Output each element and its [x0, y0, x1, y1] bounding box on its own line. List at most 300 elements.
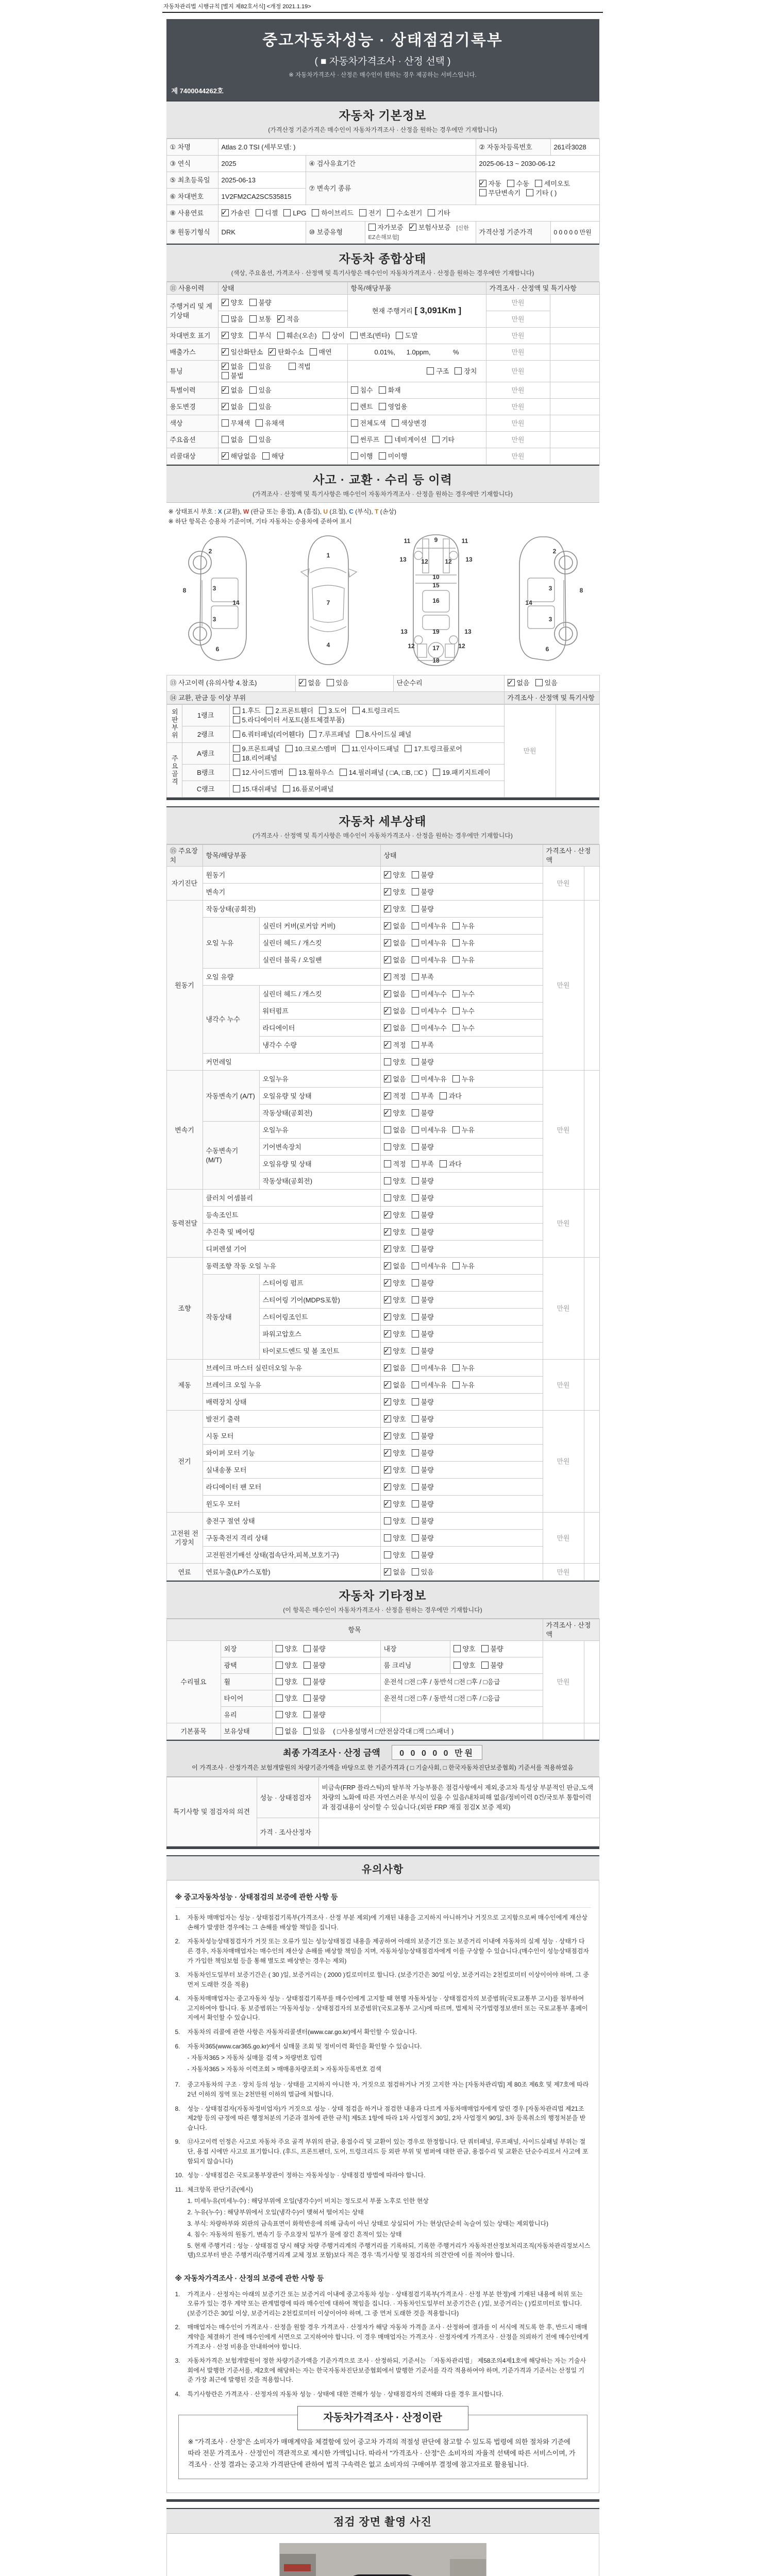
- vin-label: ⑥ 차대번호: [166, 189, 218, 205]
- base-price-label: 가격산정 기준가격: [476, 222, 550, 244]
- checkbox-option: ✓ 보험사보증: [409, 223, 451, 232]
- table-header-row: [166, 282, 599, 295]
- checkbox-icon: [304, 1711, 311, 1718]
- accident-label: ⑬ 사고이력 (유의사항 4.참조): [166, 675, 295, 691]
- rank-items: [229, 705, 504, 726]
- notice-number: 1.: [175, 2290, 180, 2298]
- checkbox-icon: [249, 332, 257, 339]
- spacer: [166, 800, 599, 806]
- checkbox-option: 양호: [384, 1143, 406, 1152]
- state-cell: [380, 1479, 543, 1496]
- price-cell: 만원: [543, 1360, 584, 1411]
- notice-number: 2.: [175, 1938, 180, 1945]
- checkbox-option: ✓ 양호: [384, 1466, 406, 1475]
- price-cell: 만원: [543, 1513, 584, 1564]
- checkbox-icon: [256, 419, 263, 427]
- checkbox-option: 있음: [249, 435, 272, 445]
- checkbox-checked-icon: [384, 1024, 391, 1031]
- state-code-desc: (부식),: [353, 508, 375, 516]
- checkbox-option: 유채색: [256, 419, 284, 428]
- state-cell: [380, 901, 543, 918]
- divider: [162, 12, 603, 13]
- panel-item: 9.프론트패널: [233, 744, 280, 754]
- table-row: [166, 1513, 599, 1530]
- inspection-label: ④ 검사유효기간: [306, 156, 476, 172]
- checkbox-option: 색상변경: [392, 419, 427, 428]
- table-row: [166, 222, 599, 244]
- checkbox-option: ✓없음: [222, 362, 244, 371]
- diagram-part-number: 11: [461, 537, 468, 545]
- checkbox-icon: [323, 332, 330, 339]
- note-cell: [556, 705, 599, 798]
- checkbox-icon: [412, 888, 419, 895]
- state-cell: [380, 1326, 543, 1343]
- state-code: W: [243, 508, 249, 516]
- notice-item: [175, 2080, 591, 2099]
- notice-number: 4.: [175, 2390, 180, 2398]
- row-label: 보유상태: [221, 1723, 272, 1740]
- checkbox-icon: [412, 1432, 419, 1439]
- checkbox-option: 미세누유: [412, 939, 447, 948]
- sub-group-label: 오일 누유: [203, 918, 259, 969]
- checkbox-icon: [412, 1041, 419, 1048]
- state-code-legend: [166, 503, 599, 527]
- sub-group-label: 자동변속기 (A/T): [203, 1071, 259, 1122]
- table-row: [166, 1723, 599, 1740]
- item-cell: 오일누유: [259, 1122, 380, 1139]
- table-row: [166, 1707, 599, 1723]
- note-cell: [550, 415, 599, 432]
- checkbox-option: 있음: [304, 1727, 326, 1736]
- panel-rank-table: [166, 704, 600, 798]
- checkbox-icon: [233, 754, 240, 761]
- state-cell: [380, 1360, 543, 1377]
- table-row: [166, 1122, 599, 1139]
- device-label: 자기진단: [166, 867, 203, 901]
- note-cell: [584, 1723, 599, 1740]
- diagram-part-number: 11: [404, 537, 410, 545]
- checkbox-option: 훼손(오손): [277, 331, 317, 341]
- checkbox-option: 변조(변타): [350, 331, 390, 341]
- table-row: [166, 172, 599, 189]
- checkbox-checked-icon: [384, 1007, 391, 1014]
- state-cell: [380, 1411, 543, 1428]
- note-cell: [550, 382, 599, 399]
- table-row: [166, 1445, 599, 1462]
- reg-no-label: ② 자동차등록번호: [476, 139, 550, 156]
- checkbox-option: 양호: [276, 1661, 298, 1670]
- diagram-part-number: 7: [326, 599, 330, 606]
- checkbox-checked-icon: [384, 1432, 391, 1439]
- table-row: [166, 901, 599, 918]
- state-cell: [380, 1105, 543, 1122]
- checkbox-icon: [352, 707, 360, 714]
- inspection-photos: [166, 2534, 599, 2576]
- checkbox-icon: [222, 372, 229, 379]
- checkbox-option: 네비게이션: [385, 435, 427, 445]
- notices-body: [166, 1880, 599, 2493]
- checkbox-option: 있음: [249, 386, 272, 395]
- state-cell: [380, 884, 543, 901]
- item-cell: 구동축전지 격리 상태: [203, 1530, 380, 1547]
- checkbox-option: 썬루프: [351, 435, 380, 445]
- checkbox-option: 불량: [412, 1347, 434, 1356]
- row-label: 타이어: [221, 1690, 272, 1707]
- state-cell: [380, 1377, 543, 1394]
- state-code: A: [297, 508, 303, 516]
- item-cell: 라디에이터: [259, 1020, 380, 1037]
- state-cell: [380, 1275, 543, 1292]
- note-cell: [584, 1360, 599, 1411]
- item-cell: [347, 361, 486, 382]
- diagram-part-number: 3: [548, 584, 552, 592]
- checkbox-option: ✓ 없음: [384, 939, 406, 948]
- checkbox-option: 누유: [452, 939, 475, 948]
- checkbox-icon: [452, 1007, 460, 1014]
- checkbox-checked-icon: [384, 1075, 391, 1082]
- item-cell: 실내송풍 모터: [203, 1462, 380, 1479]
- fuel-label: ⑧ 사용연료: [166, 205, 218, 222]
- checkbox-option: 불량: [412, 1432, 434, 1441]
- checkbox-icon: [452, 1024, 460, 1031]
- checkbox-option: 미세누유: [412, 1364, 447, 1373]
- item-cell: [347, 415, 486, 432]
- device-label: 제동: [166, 1360, 203, 1411]
- checkbox-option: ✓ 적정: [384, 1041, 406, 1050]
- accident-history-table: [166, 675, 600, 705]
- notice-item: [175, 1994, 591, 2023]
- note-cell: [550, 328, 599, 344]
- checkbox-icon: [412, 1279, 419, 1286]
- checkbox-option: ✓ 탄화수소: [268, 348, 304, 357]
- checkbox-icon: [535, 180, 542, 187]
- checkbox-icon: [452, 922, 460, 929]
- notice-text: 자동차365(www.car365.go.kr)에서 실매물 조회 및 정비이력 확인을 확인할 수 있습니다. - 자동차365 > 자동차 실매물 검색 > 차량번호 입력 - 자동차365 > 자동차 이력조회 > 매매용차량조회 > 자동차등록번호 검색: [188, 2042, 591, 2076]
- col-state: 상태: [380, 845, 543, 867]
- checkbox-option: 불량: [304, 1645, 326, 1654]
- checkbox-icon: [452, 1075, 460, 1082]
- checkbox-icon: [412, 1347, 419, 1354]
- state-cell: [380, 1071, 543, 1088]
- state-cell: [380, 1020, 543, 1037]
- notice-text: 자동차 매매업자는 성능 · 상태점검기록부(가격조사 · 산정 부분 제외)에 기재된 내용을 고지하지 아니하거나 거짓으로 고지함으로써 매수인에게 재산상 손해가 발생한 경우에는 그 손해를 배상할 책임을 집니다.: [187, 1914, 587, 1931]
- panel-item: 8.사이드실 패널: [356, 730, 412, 739]
- checkbox-icon: [249, 299, 257, 306]
- checkbox-checked-icon: [384, 922, 391, 929]
- col-price: 가격조사 · 산정액: [543, 845, 599, 867]
- state-cell: [380, 1343, 543, 1360]
- notice-number: 3.: [175, 2357, 180, 2365]
- panel-item: 17.트렁크플로어: [405, 744, 462, 754]
- checkbox-option: 있음: [535, 679, 558, 688]
- opinions-table: [166, 1777, 600, 1846]
- document-number: 제 7400044262호: [171, 87, 224, 95]
- table-row: [166, 1360, 599, 1377]
- inspection-value: 2025-06-13 ~ 2030-06-12: [476, 156, 599, 172]
- notice-text: 체크항목 판단기준(예시) 1. 미세누유(미세누수) : 해당부위에 오일(냉각수)이 비치는 정도로서 부품 노후로 인한 현상 2. 누유(누수) : 해당부위에서 오일(냉각수)이 맺혀서 떨어지는 상태 3. 부식: 차량하부와 외판의 금속표면이 화학반응에 의해 금속이 아닌 상태로 상실되어 가는 현상(단순히 녹슬어 있는 상태는 제외합니다) 4. 침수: 자동차의 원동기, 변속기 등 주요장치 일부가 물에 잠긴 흔적이 있는 상태 5. 현재 주행거리 : 성능 · 상태점검 당시 해당 차량 주행거리계의 주행거리를 기록하되, 기록한 주행거리가 자동차전산정보처리조직(자동차관리정보시스템)으로부터 받은 주행거리(주행거리계 교체 정보 포함)보다 적은 경우 '특기사항 및 점검자의 의견'란에 이를 적어야 합니다.: [188, 2185, 591, 2262]
- checkbox-option: 불량: [412, 1109, 434, 1118]
- checkbox-icon: [412, 1262, 419, 1269]
- checkbox-icon: [452, 1126, 460, 1133]
- diagram-part-number: 3: [548, 615, 552, 623]
- checkbox-icon: [455, 367, 462, 375]
- table-row: [166, 675, 599, 691]
- checkbox-option: 미세누유: [412, 1381, 447, 1390]
- checkbox-icon: [412, 1143, 419, 1150]
- row-label: 특별이력: [166, 382, 218, 399]
- checkbox-option: 양호: [384, 1517, 406, 1526]
- table-row: [166, 1241, 599, 1258]
- regulation-text: 자동차관리법 시행규칙 [별지 제82호서식] <개정 2021.1.19>: [163, 4, 311, 10]
- table-row: [166, 1674, 599, 1690]
- checkbox-icon: [304, 1662, 311, 1669]
- checkbox-option: ✓ 없음: [384, 1075, 406, 1084]
- state-cell: [380, 1530, 543, 1547]
- page-title: 중고자동차성능 · 상태점검기록부: [262, 32, 503, 49]
- item-cell: 스티어링조인트: [259, 1309, 380, 1326]
- table-row: [166, 1190, 599, 1207]
- notice-item: [175, 2389, 591, 2399]
- checkbox-option: 영업용: [379, 402, 408, 412]
- diagram-part-number: 19: [432, 628, 440, 635]
- checkbox-option: ✓ 없음: [222, 402, 244, 412]
- notice-sub-item: - 자동차365 > 자동차 이력조회 > 매매용차량조회 > 자동차등록번호 검색: [187, 2065, 381, 2073]
- col-use-history: ⑪ 사용이력: [166, 282, 218, 295]
- diagram-part-number: 15: [432, 581, 440, 589]
- checkbox-option: 하이브리드: [312, 209, 354, 218]
- checkbox-icon: [412, 973, 419, 980]
- checkbox-checked-icon: [508, 679, 515, 686]
- inspector-opinion: 비금속(FRP 플라스틱)의 탈부착 가능부품은 점검사항에서 제외,중고차 특성상 부분적인 판금,도색차량의 노화에 따른 자연스러운 부식이 있을 수 있음/내차피해 없음/정비이력 0건/국토부 통합이력과 점검내용이 상이할 수 있습니다.(외판 FRP 재질 점검X 보증 제외): [318, 1777, 599, 1818]
- rank-items: [229, 781, 504, 798]
- checkbox-option: 불량: [481, 1645, 503, 1654]
- checkbox-icon: [310, 348, 317, 355]
- checkbox-option: 양호: [384, 1058, 406, 1067]
- inline-check-text: 운전석 □전 □후 / 동반석 □전 □후 / □응급: [380, 1690, 543, 1707]
- checkbox-option: ✓ 양호: [384, 1415, 406, 1424]
- checkbox-icon: [412, 1194, 419, 1201]
- diagram-part-number: 1: [326, 551, 330, 559]
- table-row: [166, 1394, 599, 1411]
- checkbox-checked-icon: [384, 1483, 391, 1490]
- col-price: 가격조사 · 산정액: [543, 1619, 599, 1641]
- state-code-desc: (판금 또는 용접),: [249, 508, 298, 516]
- col-item: 항목/해당부품: [203, 845, 380, 867]
- notice-number: 11.: [175, 2185, 183, 2193]
- notice-number: 4.: [175, 1995, 180, 2003]
- state-cell: [380, 1513, 543, 1530]
- note-cell: [550, 295, 599, 328]
- state-cell: [380, 1088, 543, 1105]
- checkbox-option: ✓ 없음: [384, 1024, 406, 1033]
- checkbox-option: ✓ 양호: [384, 905, 406, 914]
- notice-item: [175, 1913, 591, 1932]
- checkbox-icon: [412, 1534, 419, 1541]
- checkbox-option: 불량: [412, 1500, 434, 1509]
- table-row: [166, 399, 599, 415]
- checkbox-icon: [249, 315, 257, 323]
- checkbox-option: 있음: [412, 1568, 434, 1577]
- section-title: 자동차 세부상태: [339, 815, 427, 828]
- state-cell: [272, 1641, 380, 1657]
- checkbox-option: 누유: [452, 1262, 475, 1271]
- price-cell: 만원: [543, 1190, 584, 1258]
- rank-label: 2랭크: [182, 726, 229, 743]
- checkbox-option: ✓ 없음: [508, 679, 530, 688]
- rank-label: A랭크: [182, 743, 229, 765]
- diagram-part-number: 4: [326, 641, 330, 649]
- checkbox-option: 불량: [412, 1534, 434, 1543]
- checkbox-icon: [262, 452, 270, 460]
- price-cell: 만원: [543, 1564, 584, 1581]
- checkbox-checked-icon: [222, 209, 229, 216]
- panel-item: 7.루프패널: [309, 730, 350, 739]
- sub-group-label: 수동변속기 (M/T): [203, 1122, 259, 1190]
- year-value: 2025: [218, 156, 306, 172]
- final-price-note: 이 가격조사 · 산정가격은 보험개발원의 차량기준가액을 바탕으로 한 기준가격과 ( □ 기술사회, □ 한국자동차진단보증협회) 기준서를 적용하였음: [192, 1764, 574, 1772]
- panel-item: 13.휠하우스: [289, 768, 333, 777]
- checkbox-checked-icon: [384, 990, 391, 997]
- checkbox-icon: [412, 1024, 419, 1031]
- note-cell: [584, 1258, 599, 1360]
- table-row: [166, 1071, 599, 1088]
- state-code: U: [323, 508, 328, 516]
- checkbox-option: 양호: [384, 1177, 406, 1186]
- checkbox-icon: [412, 1330, 419, 1337]
- state-cell: [272, 1723, 543, 1740]
- checkbox-checked-icon: [222, 452, 229, 460]
- notice-text: ⑫사고이력 인정은 사고로 자동차 주요 골격 부위의 판금, 용접수리 및 교환이 있는 경우로 한정합니다. 단 쿼터패널, 루프패널, 사이드실패널 부위는 절단, 용접 시에만 사고로 표기합니다. (후드, 프론트펜더, 도어, 트렁크리드 등 외판 부위 및 범퍼에 대한 판금, 용접수리 및 교환은 단순수리로서 사고에 포함되지 않습니다): [187, 2138, 589, 2165]
- table-row: [166, 1462, 599, 1479]
- checkbox-icon: [356, 731, 363, 738]
- note-cell: [584, 901, 599, 1071]
- table-row: [166, 328, 599, 344]
- transmission-options: [476, 172, 599, 205]
- checkbox-icon: [276, 1678, 283, 1685]
- table-row: [166, 867, 599, 884]
- section-accident-header: [166, 465, 599, 503]
- table-row: [166, 1428, 599, 1445]
- item-cell: 윈도우 모터: [203, 1496, 380, 1513]
- item-cell: 스티어링 펌프: [259, 1275, 380, 1292]
- table-row: [166, 1275, 599, 1292]
- notice-sub-list: [188, 2053, 591, 2074]
- state-cell: [218, 415, 347, 432]
- checkbox-checked-icon: [277, 315, 284, 323]
- state-cell: [450, 1641, 543, 1657]
- checkbox-option: 적정: [384, 1160, 406, 1169]
- row-label: 내장: [380, 1641, 450, 1657]
- checkbox-option: 양호: [384, 1194, 406, 1203]
- inline-check-text: [380, 1707, 543, 1723]
- checkbox-option: 미세누유: [412, 922, 447, 931]
- state-cell: [380, 935, 543, 952]
- item-cell: [347, 399, 486, 415]
- table-row: [166, 1641, 599, 1657]
- diagram-part-number: 12: [458, 642, 465, 650]
- checkbox-icon: [340, 769, 347, 776]
- checkbox-icon: [412, 1551, 419, 1558]
- car-diagram-top-view: [278, 533, 379, 668]
- checkbox-option: ✓ 양호: [384, 1398, 406, 1407]
- table-header-row: [166, 845, 599, 867]
- checkbox-icon: [412, 1177, 419, 1184]
- notice-number: 5.: [175, 2028, 180, 2036]
- checkbox-option: 양호: [276, 1694, 298, 1703]
- item-cell: 와이퍼 모터 기능: [203, 1445, 380, 1462]
- rank-items: [229, 726, 504, 743]
- checkbox-checked-icon: [299, 679, 306, 686]
- checkbox-icon: [507, 180, 514, 187]
- device-label: 원동기: [166, 901, 203, 1071]
- page-subtitle: ( ■ 자동차가격조사 · 산정 선택 ): [314, 56, 451, 67]
- checkbox-option: 많음: [222, 315, 244, 324]
- note-cell: [550, 344, 599, 361]
- sub-group-label: 작동상태: [203, 1275, 259, 1360]
- checkbox-icon: [233, 731, 240, 738]
- checkbox-option: 세미오토: [535, 179, 570, 189]
- row-label: 유리: [221, 1707, 272, 1723]
- row-label: 광택: [221, 1657, 272, 1674]
- checkbox-option: 미세누유: [412, 956, 447, 965]
- checkbox-icon: [412, 1364, 419, 1371]
- checkbox-option: ✓ 없음: [384, 1262, 406, 1271]
- row-label: 휠: [221, 1674, 272, 1690]
- state-cell: [218, 361, 347, 382]
- note-cell: [584, 1071, 599, 1190]
- price-cell: 만원: [486, 295, 550, 311]
- checkbox-icon: [412, 1007, 419, 1014]
- checkbox-option: 불량: [304, 1677, 326, 1687]
- state-code-desc: (요철),: [328, 508, 349, 516]
- state-cell: [380, 1054, 543, 1071]
- table-row: [166, 1054, 599, 1071]
- item-cell: [347, 432, 486, 448]
- diagram-part-number: 13: [400, 628, 408, 635]
- checkbox-icon: [412, 922, 419, 929]
- checkbox-option: ✓ 양호: [384, 1279, 406, 1288]
- checkbox-checked-icon: [222, 386, 229, 394]
- checkbox-option: 누유: [452, 1075, 475, 1084]
- checkbox-option: 불량: [304, 1710, 326, 1720]
- rank-label: 1랭크: [182, 705, 229, 726]
- checkbox-icon: [412, 1313, 419, 1320]
- simple-repair-label: 단순수리: [393, 675, 504, 691]
- checkbox-option: 불량: [412, 1313, 434, 1322]
- checkbox-option: 수동: [507, 179, 529, 189]
- table-row: [166, 1411, 599, 1428]
- state-cell: [380, 1428, 543, 1445]
- device-label: 동력전달: [166, 1190, 203, 1258]
- table-row: [166, 986, 599, 1003]
- panel-item: 14.필러패널 ( □A, □B, □C ): [340, 768, 428, 777]
- checkbox-icon: [428, 209, 435, 216]
- checkbox-option: 양호: [276, 1677, 298, 1687]
- checkbox-icon: [412, 1109, 419, 1116]
- diagram-part-number: 6: [545, 645, 549, 653]
- table-row: [166, 448, 599, 465]
- item-cell: 배력장치 상태: [203, 1394, 380, 1411]
- checkbox-option: ✓ 양호: [384, 1211, 406, 1220]
- checkbox-option: 부족: [412, 973, 434, 982]
- checkbox-icon: [233, 707, 240, 714]
- checkbox-checked-icon: [384, 1313, 391, 1320]
- table-row: [166, 1690, 599, 1707]
- checkbox-icon: [289, 363, 296, 370]
- checkbox-icon: [276, 1662, 283, 1669]
- main-frame-label: 주요골격: [166, 743, 182, 798]
- state-cell: [380, 1462, 543, 1479]
